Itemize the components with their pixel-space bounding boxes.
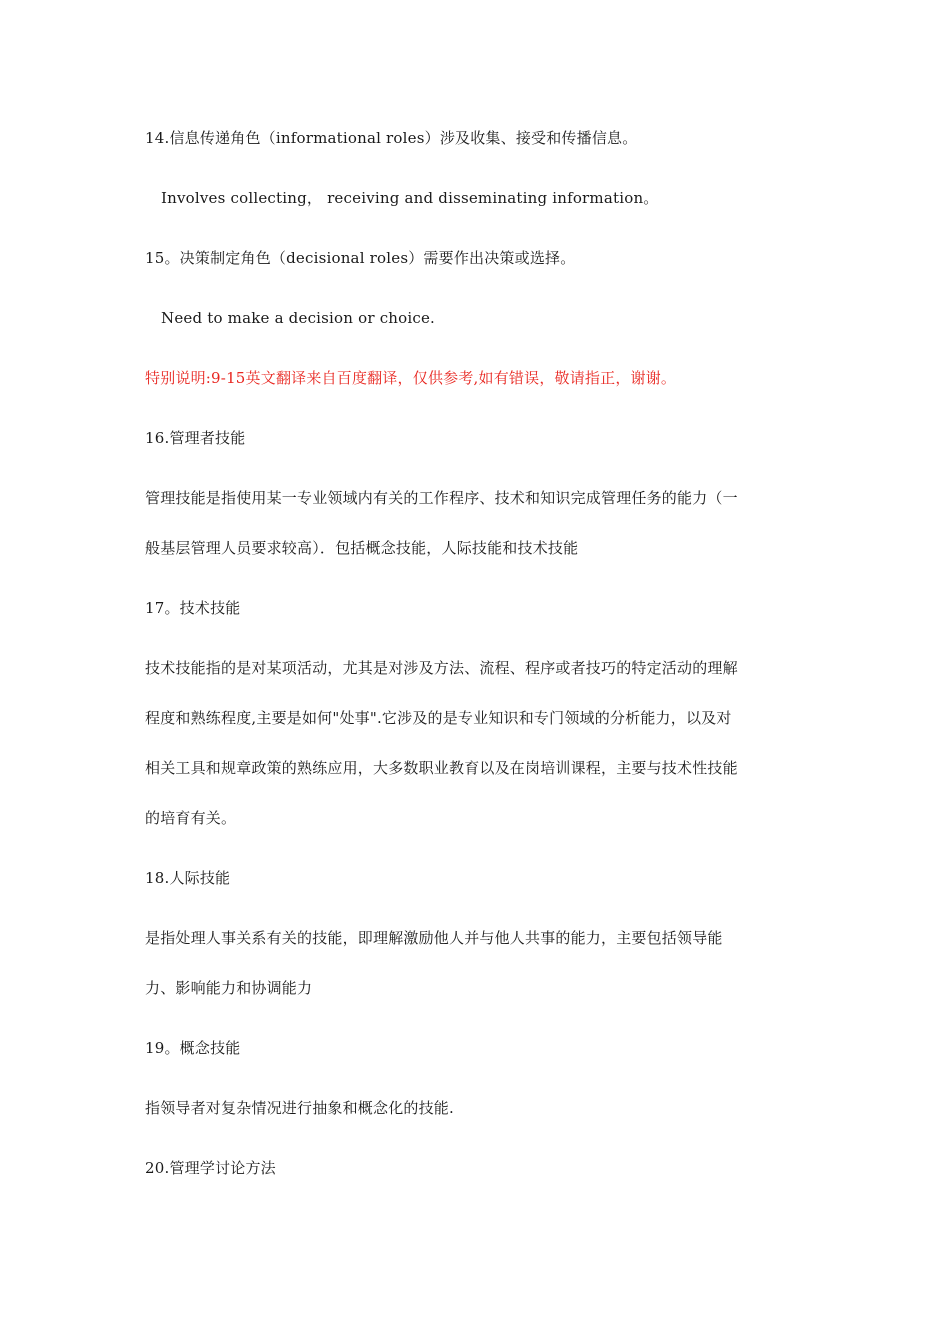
item-16-body-line-2: 般基层管理人员要求较高）．包括概念技能，人际技能和技术技能 (145, 539, 579, 557)
translation-note: 特别说明:9-15英文翻译来自百度翻译，仅供参考,如有错误，敬请指正，谢谢。 (145, 369, 677, 387)
item-17-body-line-1: 技术技能指的是对某项活动，尤其是对涉及方法、流程、程序或者技巧的特定活动的理解 (145, 659, 738, 677)
item-16-body-line-1: 管理技能是指使用某一专业领域内有关的工作程序、技术和知识完成管理任务的能力（一 (145, 489, 738, 507)
item-19-body: 指领导者对复杂情况进行抽象和概念化的技能. (145, 1099, 454, 1117)
item-17-body-line-2: 程度和熟练程度,主要是如何"处事".它涉及的是专业知识和专门领域的分析能力，以及对 (145, 709, 732, 727)
item-20-heading: 20.管理学讨论方法 (145, 1159, 276, 1177)
item-15-heading: 15。决策制定角色（decisional roles）需要作出决策或选择。 (145, 249, 576, 267)
item-17-body-line-4: 的培育有关。 (145, 809, 237, 827)
item-17-body-line-3: 相关工具和规章政策的熟练应用，大多数职业教育以及在岗培训课程，主要与技术性技能 (145, 759, 738, 777)
item-14-english: Involves collecting， receiving and disseminating information。 (161, 189, 659, 207)
item-19-heading: 19。概念技能 (145, 1039, 241, 1057)
item-18-body-line-1: 是指处理人事关系有关的技能，即理解激励他人并与他人共事的能力，主要包括领导能 (145, 929, 723, 947)
item-17-heading: 17。技术技能 (145, 599, 241, 617)
item-18-body-line-2: 力、影响能力和协调能力 (145, 979, 313, 997)
item-14-heading: 14.信息传递角色（informational roles）涉及收集、接受和传播信息。 (145, 129, 638, 147)
item-15-english: Need to make a decision or choice. (161, 309, 436, 327)
item-18-heading: 18.人际技能 (145, 869, 231, 887)
item-16-heading: 16.管理者技能 (145, 429, 246, 447)
